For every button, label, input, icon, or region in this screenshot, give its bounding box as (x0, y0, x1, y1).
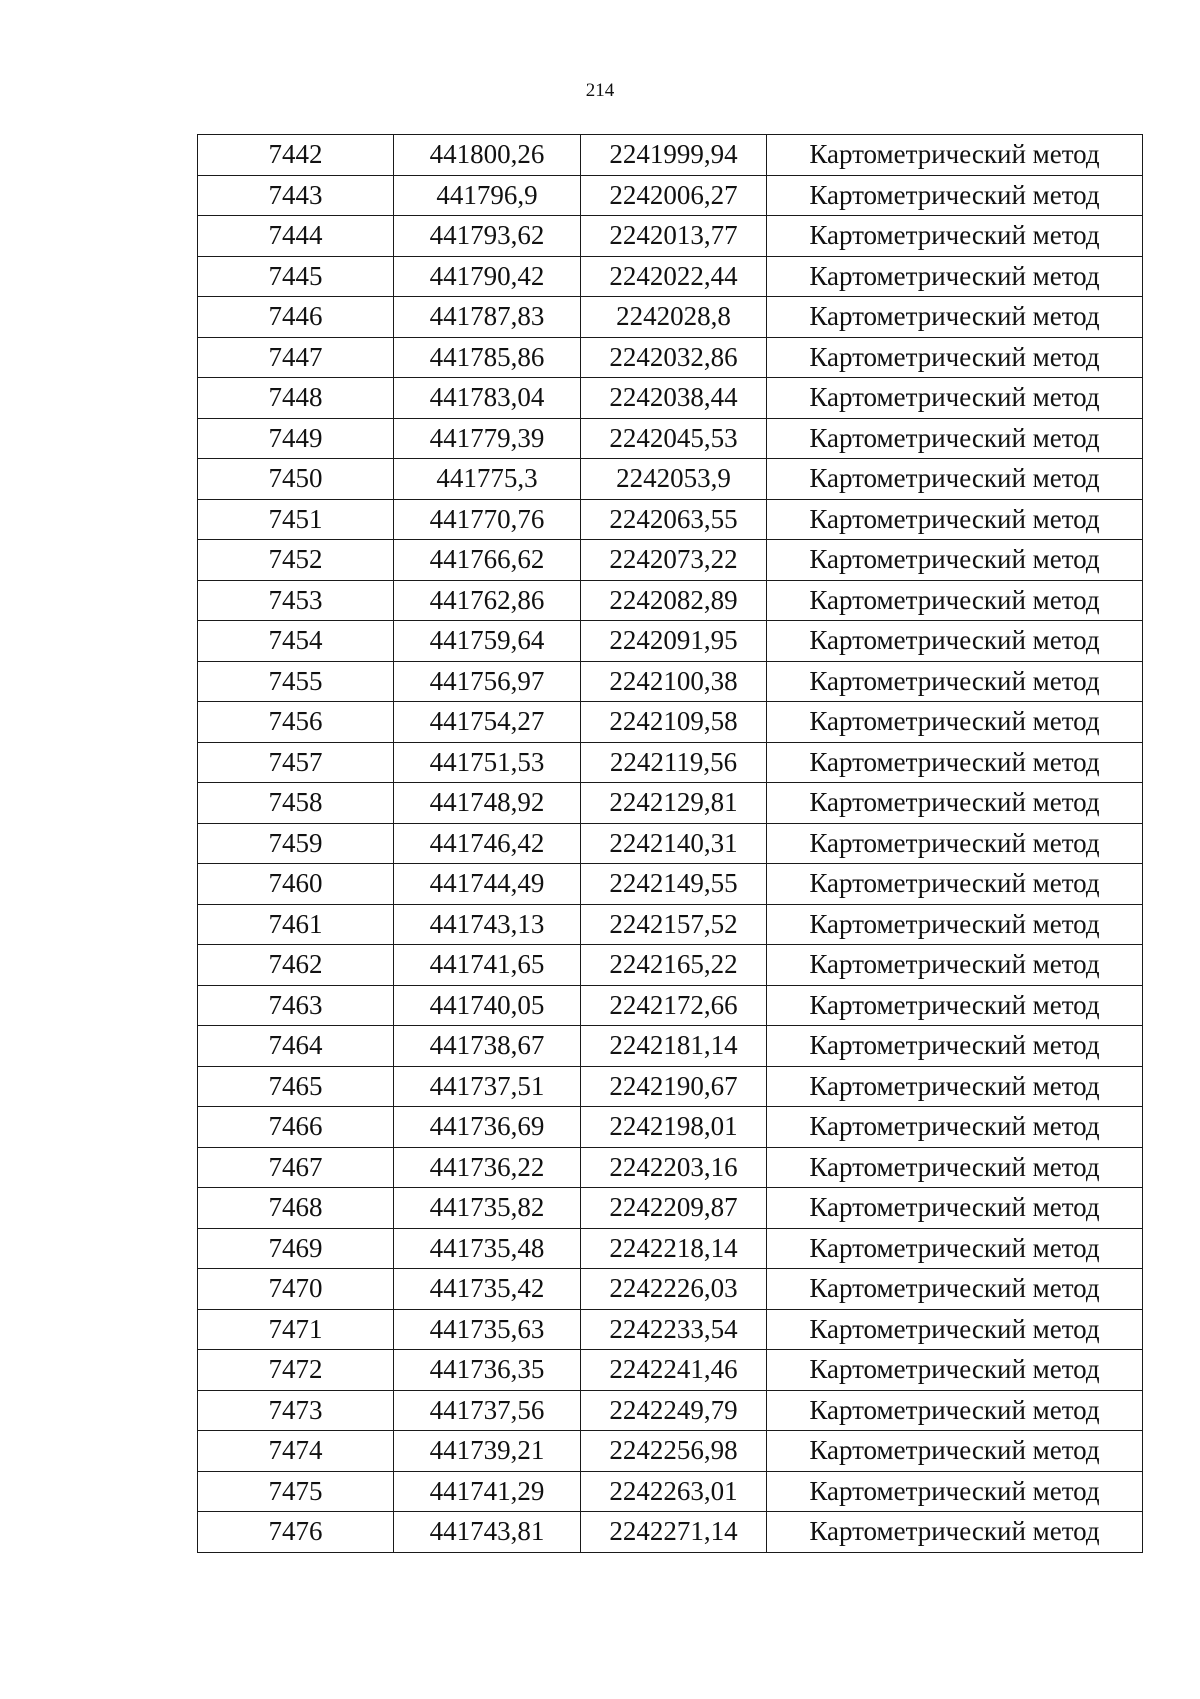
table-row (198, 540, 1143, 581)
x-coordinate-cell: 441790,42 (394, 256, 581, 297)
point-number-cell: 7464 (198, 1026, 394, 1067)
method-cell: Картометрический метод (767, 175, 1143, 216)
method-cell: Картометрический метод (767, 1512, 1143, 1553)
point-number-cell: 7451 (198, 499, 394, 540)
x-coordinate-cell: 441737,56 (394, 1390, 581, 1431)
x-coordinate-cell: 441743,13 (394, 904, 581, 945)
point-number-cell: 7474 (198, 1431, 394, 1472)
method-cell: Картометрический метод (767, 1188, 1143, 1229)
y-coordinate-cell: 2242190,67 (581, 1066, 767, 1107)
table-row (198, 985, 1143, 1026)
y-coordinate-cell: 2242233,54 (581, 1309, 767, 1350)
y-coordinate-cell: 2242157,52 (581, 904, 767, 945)
point-number-cell: 7466 (198, 1107, 394, 1148)
x-coordinate-cell: 441736,22 (394, 1147, 581, 1188)
table-row (198, 783, 1143, 824)
x-coordinate-cell: 441737,51 (394, 1066, 581, 1107)
y-coordinate-cell: 2242149,55 (581, 864, 767, 905)
point-number-cell: 7476 (198, 1512, 394, 1553)
table-row (198, 945, 1143, 986)
method-cell: Картометрический метод (767, 1026, 1143, 1067)
y-coordinate-cell: 2242109,58 (581, 702, 767, 743)
point-number-cell: 7445 (198, 256, 394, 297)
method-cell: Картометрический метод (767, 985, 1143, 1026)
method-cell: Картометрический метод (767, 540, 1143, 581)
point-number-cell: 7462 (198, 945, 394, 986)
x-coordinate-cell: 441741,29 (394, 1471, 581, 1512)
table-row (198, 1309, 1143, 1350)
y-coordinate-cell: 2242218,14 (581, 1228, 767, 1269)
point-number-cell: 7460 (198, 864, 394, 905)
y-coordinate-cell: 2242203,16 (581, 1147, 767, 1188)
table-row (198, 1107, 1143, 1148)
table-row (198, 337, 1143, 378)
x-coordinate-cell: 441735,63 (394, 1309, 581, 1350)
table-row (198, 459, 1143, 500)
table-row (198, 864, 1143, 905)
method-cell: Картометрический метод (767, 621, 1143, 662)
method-cell: Картометрический метод (767, 1309, 1143, 1350)
point-number-cell: 7446 (198, 297, 394, 338)
method-cell: Картометрический метод (767, 1390, 1143, 1431)
table-row (198, 742, 1143, 783)
method-cell: Картометрический метод (767, 580, 1143, 621)
y-coordinate-cell: 2242100,38 (581, 661, 767, 702)
point-number-cell: 7442 (198, 135, 394, 176)
method-cell: Картометрический метод (767, 337, 1143, 378)
y-coordinate-cell: 2242119,56 (581, 742, 767, 783)
x-coordinate-cell: 441775,3 (394, 459, 581, 500)
y-coordinate-cell: 2242129,81 (581, 783, 767, 824)
point-number-cell: 7471 (198, 1309, 394, 1350)
table-row (198, 621, 1143, 662)
method-cell: Картометрический метод (767, 459, 1143, 500)
y-coordinate-cell: 2242082,89 (581, 580, 767, 621)
table-row (198, 256, 1143, 297)
y-coordinate-cell: 2242256,98 (581, 1431, 767, 1472)
method-cell: Картометрический метод (767, 945, 1143, 986)
point-number-cell: 7456 (198, 702, 394, 743)
point-number-cell: 7475 (198, 1471, 394, 1512)
x-coordinate-cell: 441756,97 (394, 661, 581, 702)
method-cell: Картометрический метод (767, 499, 1143, 540)
point-number-cell: 7465 (198, 1066, 394, 1107)
point-number-cell: 7457 (198, 742, 394, 783)
x-coordinate-cell: 441738,67 (394, 1026, 581, 1067)
table-row (198, 1512, 1143, 1553)
method-cell: Картометрический метод (767, 1269, 1143, 1310)
table-row (198, 1066, 1143, 1107)
table-row (198, 297, 1143, 338)
coordinates-table (197, 134, 1143, 1553)
point-number-cell: 7448 (198, 378, 394, 419)
y-coordinate-cell: 2242091,95 (581, 621, 767, 662)
method-cell: Картометрический метод (767, 864, 1143, 905)
y-coordinate-cell: 2242172,66 (581, 985, 767, 1026)
point-number-cell: 7452 (198, 540, 394, 581)
point-number-cell: 7450 (198, 459, 394, 500)
point-number-cell: 7455 (198, 661, 394, 702)
method-cell: Картометрический метод (767, 702, 1143, 743)
x-coordinate-cell: 441785,86 (394, 337, 581, 378)
point-number-cell: 7459 (198, 823, 394, 864)
point-number-cell: 7458 (198, 783, 394, 824)
x-coordinate-cell: 441793,62 (394, 216, 581, 257)
y-coordinate-cell: 2242053,9 (581, 459, 767, 500)
y-coordinate-cell: 2242249,79 (581, 1390, 767, 1431)
point-number-cell: 7472 (198, 1350, 394, 1391)
y-coordinate-cell: 2242181,14 (581, 1026, 767, 1067)
point-number-cell: 7468 (198, 1188, 394, 1229)
point-number-cell: 7473 (198, 1390, 394, 1431)
method-cell: Картометрический метод (767, 1066, 1143, 1107)
table-row (198, 216, 1143, 257)
point-number-cell: 7463 (198, 985, 394, 1026)
y-coordinate-cell: 2242013,77 (581, 216, 767, 257)
table-row (198, 1390, 1143, 1431)
y-coordinate-cell: 2242226,03 (581, 1269, 767, 1310)
table-row (198, 175, 1143, 216)
x-coordinate-cell: 441736,69 (394, 1107, 581, 1148)
y-coordinate-cell: 2242241,46 (581, 1350, 767, 1391)
point-number-cell: 7454 (198, 621, 394, 662)
table-row (198, 580, 1143, 621)
x-coordinate-cell: 441741,65 (394, 945, 581, 986)
method-cell: Картометрический метод (767, 1107, 1143, 1148)
table-row (198, 904, 1143, 945)
y-coordinate-cell: 2242063,55 (581, 499, 767, 540)
table-row (198, 1228, 1143, 1269)
point-number-cell: 7453 (198, 580, 394, 621)
method-cell: Картометрический метод (767, 783, 1143, 824)
y-coordinate-cell: 2242045,53 (581, 418, 767, 459)
page-number: 214 (585, 80, 615, 101)
method-cell: Картометрический метод (767, 661, 1143, 702)
x-coordinate-cell: 441746,42 (394, 823, 581, 864)
x-coordinate-cell: 441762,86 (394, 580, 581, 621)
point-number-cell: 7461 (198, 904, 394, 945)
x-coordinate-cell: 441759,64 (394, 621, 581, 662)
x-coordinate-cell: 441796,9 (394, 175, 581, 216)
x-coordinate-cell: 441743,81 (394, 1512, 581, 1553)
x-coordinate-cell: 441770,76 (394, 499, 581, 540)
coordinates-table-body (198, 135, 1143, 1553)
x-coordinate-cell: 441736,35 (394, 1350, 581, 1391)
method-cell: Картометрический метод (767, 1228, 1143, 1269)
y-coordinate-cell: 2242032,86 (581, 337, 767, 378)
table-row (198, 1147, 1143, 1188)
y-coordinate-cell: 2242028,8 (581, 297, 767, 338)
x-coordinate-cell: 441748,92 (394, 783, 581, 824)
method-cell: Картометрический метод (767, 1147, 1143, 1188)
x-coordinate-cell: 441740,05 (394, 985, 581, 1026)
x-coordinate-cell: 441739,21 (394, 1431, 581, 1472)
x-coordinate-cell: 441766,62 (394, 540, 581, 581)
method-cell: Картометрический метод (767, 216, 1143, 257)
point-number-cell: 7469 (198, 1228, 394, 1269)
x-coordinate-cell: 441744,49 (394, 864, 581, 905)
method-cell: Картометрический метод (767, 256, 1143, 297)
y-coordinate-cell: 2242038,44 (581, 378, 767, 419)
table-row (198, 702, 1143, 743)
method-cell: Картометрический метод (767, 135, 1143, 176)
x-coordinate-cell: 441735,48 (394, 1228, 581, 1269)
table-row (198, 1026, 1143, 1067)
method-cell: Картометрический метод (767, 418, 1143, 459)
method-cell: Картометрический метод (767, 1471, 1143, 1512)
x-coordinate-cell: 441800,26 (394, 135, 581, 176)
x-coordinate-cell: 441735,42 (394, 1269, 581, 1310)
table-row (198, 1471, 1143, 1512)
y-coordinate-cell: 2242165,22 (581, 945, 767, 986)
table-row (198, 135, 1143, 176)
point-number-cell: 7444 (198, 216, 394, 257)
y-coordinate-cell: 2242198,01 (581, 1107, 767, 1148)
table-row (198, 1269, 1143, 1310)
point-number-cell: 7467 (198, 1147, 394, 1188)
method-cell: Картометрический метод (767, 1431, 1143, 1472)
x-coordinate-cell: 441787,83 (394, 297, 581, 338)
table-row (198, 1431, 1143, 1472)
method-cell: Картометрический метод (767, 742, 1143, 783)
table-row (198, 1188, 1143, 1229)
point-number-cell: 7470 (198, 1269, 394, 1310)
method-cell: Картометрический метод (767, 378, 1143, 419)
table-row (198, 378, 1143, 419)
y-coordinate-cell: 2242263,01 (581, 1471, 767, 1512)
method-cell: Картометрический метод (767, 823, 1143, 864)
y-coordinate-cell: 2242140,31 (581, 823, 767, 864)
y-coordinate-cell: 2242073,22 (581, 540, 767, 581)
y-coordinate-cell: 2242022,44 (581, 256, 767, 297)
y-coordinate-cell: 2242209,87 (581, 1188, 767, 1229)
table-row (198, 1350, 1143, 1391)
point-number-cell: 7443 (198, 175, 394, 216)
y-coordinate-cell: 2242271,14 (581, 1512, 767, 1553)
x-coordinate-cell: 441783,04 (394, 378, 581, 419)
x-coordinate-cell: 441751,53 (394, 742, 581, 783)
x-coordinate-cell: 441779,39 (394, 418, 581, 459)
x-coordinate-cell: 441754,27 (394, 702, 581, 743)
table-row (198, 499, 1143, 540)
x-coordinate-cell: 441735,82 (394, 1188, 581, 1229)
table-row (198, 418, 1143, 459)
point-number-cell: 7447 (198, 337, 394, 378)
point-number-cell: 7449 (198, 418, 394, 459)
method-cell: Картометрический метод (767, 1350, 1143, 1391)
method-cell: Картометрический метод (767, 904, 1143, 945)
y-coordinate-cell: 2241999,94 (581, 135, 767, 176)
table-row (198, 823, 1143, 864)
method-cell: Картометрический метод (767, 297, 1143, 338)
table-row (198, 661, 1143, 702)
y-coordinate-cell: 2242006,27 (581, 175, 767, 216)
